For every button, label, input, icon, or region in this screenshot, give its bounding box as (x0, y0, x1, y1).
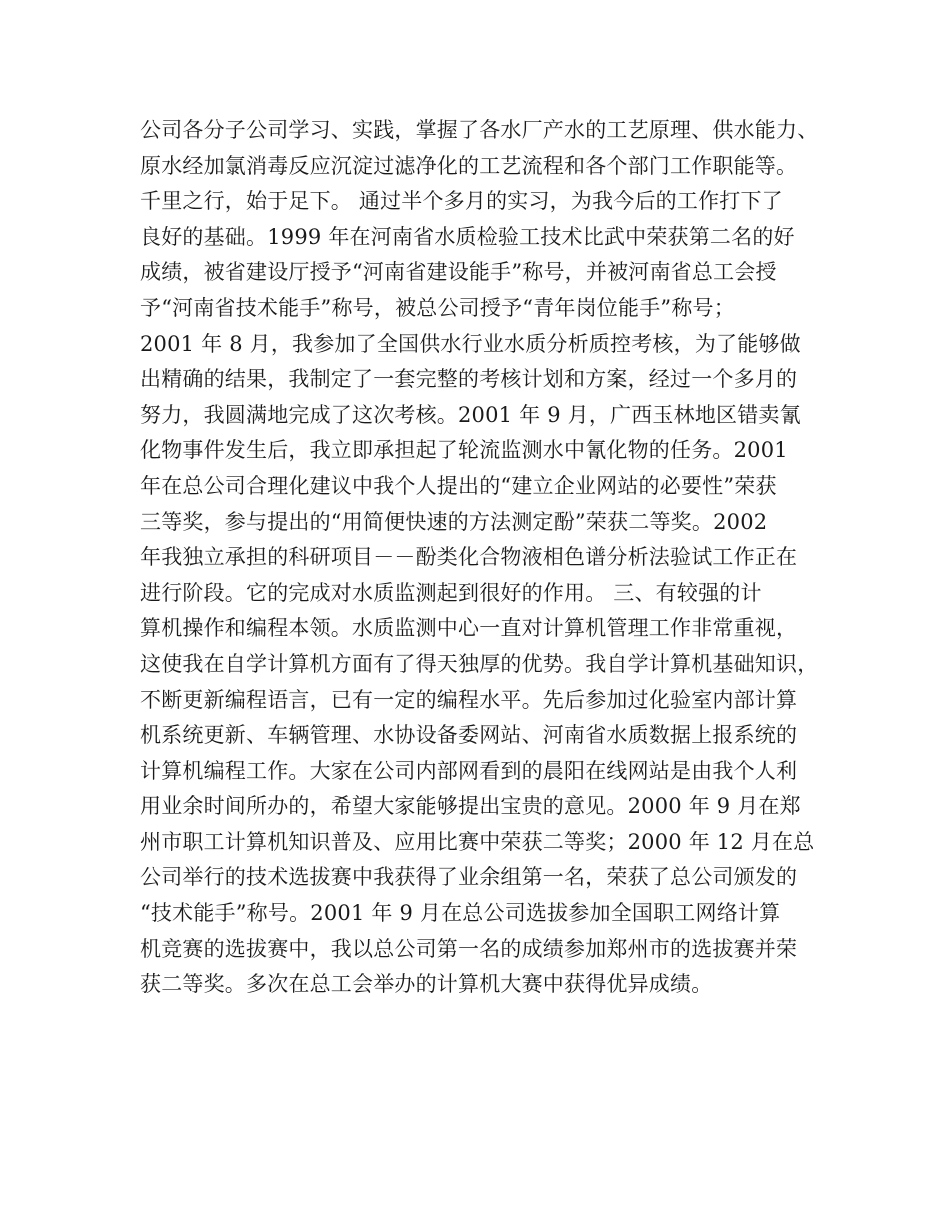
text-line: 成绩，被省建设厅授予“河南省建设能手”称号，并被河南省总工会授 (140, 260, 777, 285)
text-line: “技术能手”称号。2001 年 9 月在总公司选拔参加全国职工网络计算 (140, 901, 781, 926)
text-line: 这使我在自学计算机方面有了得天独厚的优势。我自学计算机基础知识， (140, 651, 819, 676)
text-line: 不断更新编程语言，已有一定的编程水平。先后参加过化验室内部计算 (140, 687, 798, 712)
text-line: 年在总公司合理化建议中我个人提出的“建立企业网站的必要性”荣获 (140, 473, 777, 498)
text-line: 予“河南省技术能手”称号，被总公司授予“青年岗位能手”称号； (140, 295, 735, 320)
text-line: 州市职工计算机知识普及、应用比赛中荣获二等奖；2000 年 12 月在总 (140, 829, 815, 854)
text-line: 进行阶段。它的完成对水质监测起到很好的作用。 三、有较强的计 (140, 580, 762, 605)
body-text (140, 113, 830, 1003)
text-line: 原水经加氯消毒反应沉淀过滤净化的工艺流程和各个部门工作职能等。 (140, 153, 798, 178)
text-line: 机系统更新、车辆管理、水协设备委网站、河南省水质数据上报系统的 (140, 723, 798, 748)
text-line: 公司举行的技术选拔赛中我获得了业余组第一名，荣获了总公司颁发的 (140, 865, 798, 890)
text-line: 公司各分子公司学习、实践，掌握了各水厂产水的工艺原理、供水能力、 (140, 118, 819, 142)
text-line: 获二等奖。多次在总工会举办的计算机大赛中获得优异成绩。 (140, 972, 713, 997)
text-line: 千里之行，始于足下。 通过半个多月的实习，为我今后的工作打下了 (140, 189, 783, 214)
text-line: 年我独立承担的科研项目－－酚类化合物液相色谱分析法验试工作正在 (140, 545, 798, 570)
text-line: 用业余时间所办的，希望大家能够提出宝贵的意见。2000 年 9 月在郑 (140, 794, 801, 819)
text-line: 机竞赛的选拔赛中，我以总公司第一名的成绩参加郑州市的选拔赛并荣 (140, 936, 798, 961)
text-line: 三等奖，参与提出的“用简便快速的方法测定酚”荣获二等奖。2002 (140, 509, 768, 534)
text-line: 算机操作和编程本领。水质监测中心一直对计算机管理工作非常重视， (140, 616, 798, 641)
text-line: 出精确的结果，我制定了一套完整的考核计划和方案，经过一个多月的 (140, 367, 798, 392)
text-line: 2001 年 8 月，我参加了全国供水行业水质分析质控考核，为了能够做 (140, 331, 801, 356)
text-line: 计算机编程工作。大家在公司内部网看到的晨阳在线网站是由我个人利 (140, 758, 798, 783)
text-line: 努力，我圆满地完成了这次考核。2001 年 9 月，广西玉林地区错卖氰 (140, 402, 801, 427)
text-line: 良好的基础。1999 年在河南省水质检验工技术比武中荣获第二名的好 (140, 224, 795, 249)
text-line: 化物事件发生后，我立即承担起了轮流监测水中氰化物的任务。2001 (140, 438, 788, 463)
